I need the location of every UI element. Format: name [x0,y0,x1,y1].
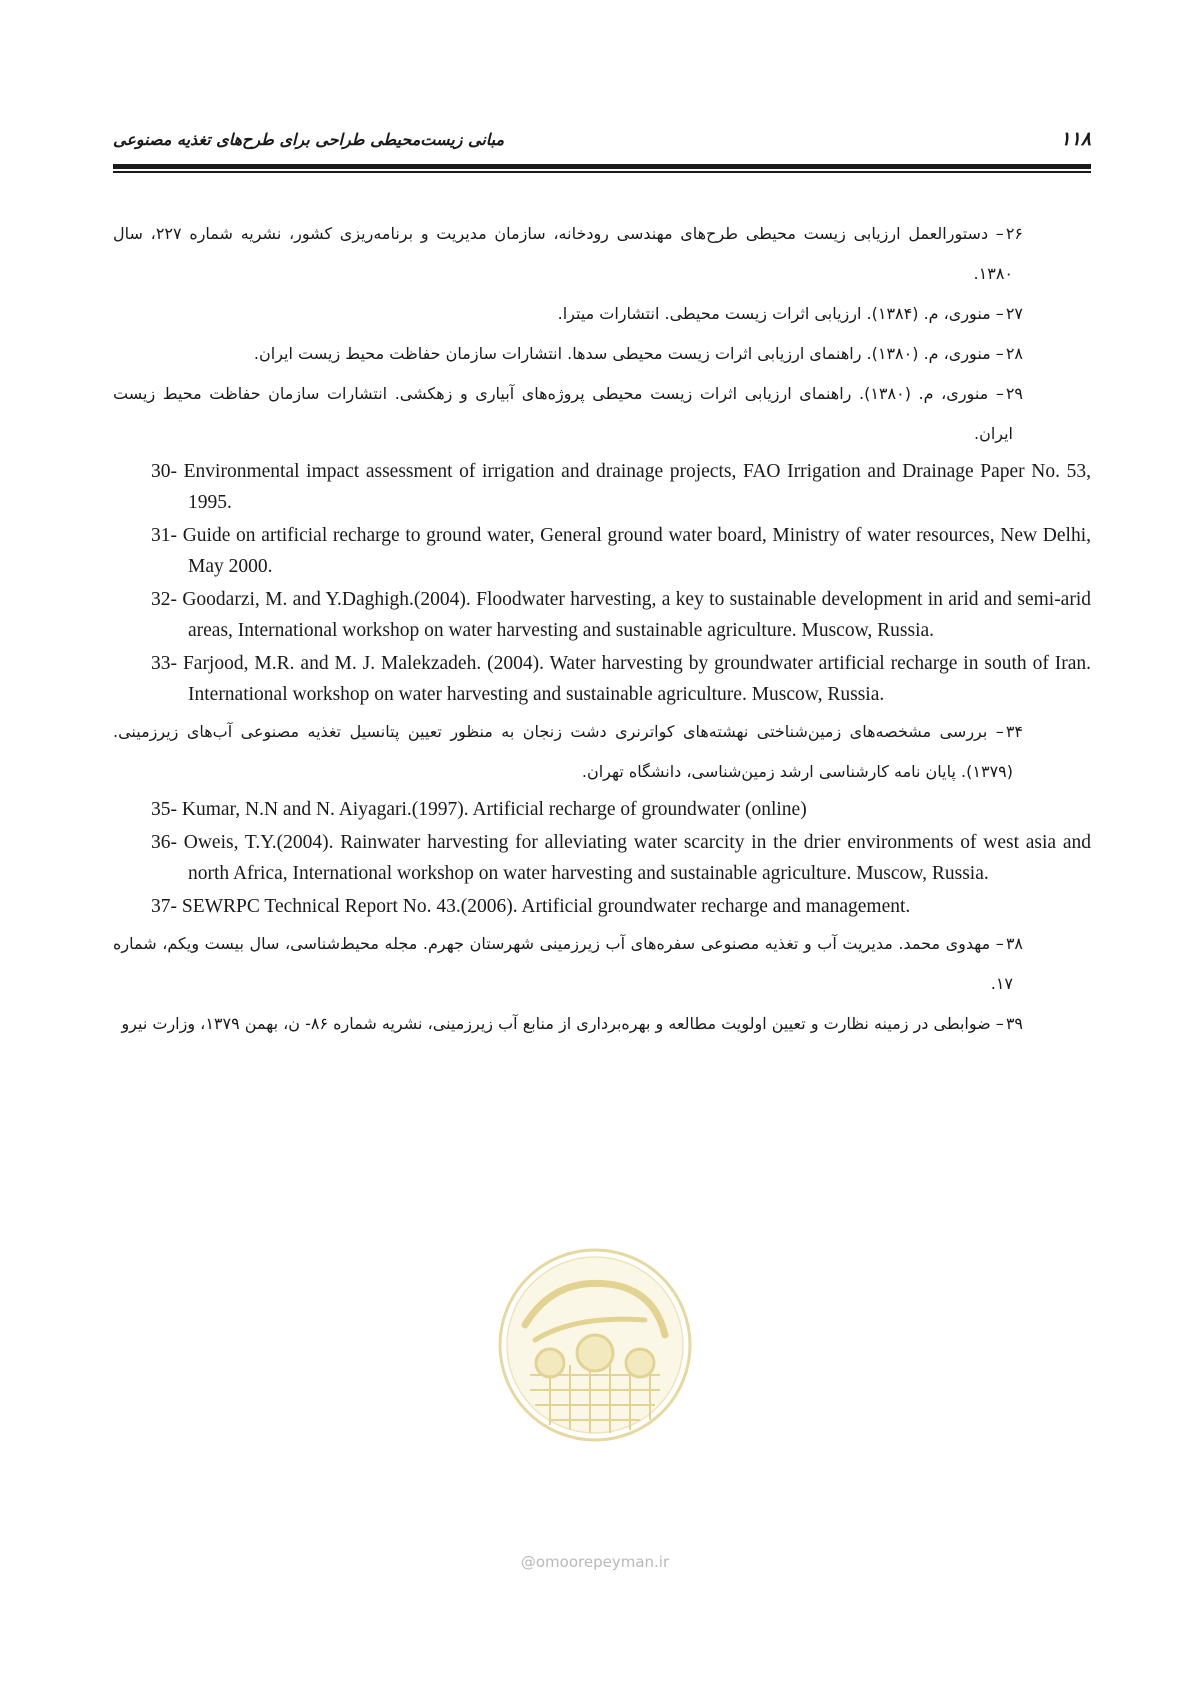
reference-item: ۳۹– ضوابطی در زمینه نظارت و تعیین اولویت مطالعه و بهره‌برداری از منابع آب زیرزمینی، نشریه شماره ۸۶- ن، بهمن ۱۳۷۹، وزارت نیرو [121,1014,1023,1033]
reference-list [113,214,1091,1044]
reference-item: 35- Kumar, N.N and N. Aiyagari.(1997). Artificial recharge of groundwater (online) [151,799,807,820]
watermark-url: @omoorepeyman.ir [520,1553,670,1571]
page-number: ۱۱۸ [1060,128,1091,150]
reference-item: 36- Oweis, T.Y.(2004). Rainwater harvesting for alleviating water scarcity in the drier environments of west asia and north Africa, International workshop on water harvesting and sustainable agriculture. Muscow, Russia. [151,832,1091,884]
watermark-seal-logo [495,1245,695,1445]
reference-item: 32- Goodarzi, M. and Y.Daghigh.(2004). Floodwater harvesting, a key to sustainable development in arid and semi-arid areas, International workshop on water harvesting and sustainable agriculture. Muscow, Russia. [151,589,1092,641]
reference-item: ۲۷– منوری، م. (۱۳۸۴). ارزیابی اثرات زیست محیطی. انتشارات میترا. [557,304,1023,323]
reference-item: 30- Environmental impact assessment of irrigation and drainage projects, FAO Irrigation and Drainage Paper No. 53, 1995. [151,461,1092,513]
reference-item: ۲۹– منوری، م. (۱۳۸۰). راهنمای ارزیابی اثرات زیست محیطی پروژه‌های آبیاری و زهکشی. انتشارات سازمان حفاظت محیط زیست ایران. [113,384,1024,443]
reference-item: 31- Guide on artificial recharge to ground water, General ground water board, Ministry of water resources, New Delhi, May 2000. [151,525,1092,577]
reference-item: ۲۸– منوری، م. (۱۳۸۰). راهنمای ارزیابی اثرات زیست محیطی سدها. انتشارات سازمان حفاظت محیط زیست ایران. [253,344,1023,363]
header-rule-thin [113,171,1091,173]
page-header [113,128,1091,158]
header-rule-thick [113,164,1091,169]
reference-item: 37- SEWRPC Technical Report No. 43.(2006). Artificial groundwater recharge and management. [151,896,911,917]
reference-item: ۳۴– بررسی مشخصه‌های زمین‌شناختی نهشته‌های کواترنری دشت زنجان به منظور تعیین پتانسیل تغذیه مصنوعی آب‌های زیرزمینی.(۱۳۷۹). پایان نامه کارشناسی ارشد زمین‌شناسی، دانشگاه تهران. [113,722,1023,781]
reference-item: ۲۶– دستورالعمل ارزیابی زیست محیطی طرح‌های مهندسی رودخانه، سازمان مدیریت و برنامه‌ریزی کشور، نشریه شماره ۲۲۷، سال ۱۳۸۰. [113,224,1023,283]
reference-item: ۳۸– مهدوی محمد. مدیریت آب و تغذیه مصنوعی سفره‌های آب زیرزمینی شهرستان جهرم. مجله محیط‌شناسی، سال بیست ویکم، شماره ۱۷. [113,934,1023,993]
reference-item: 33- Farjood, M.R. and M. J. Malekzadeh. (2004). Water harvesting by groundwater artificial recharge in south of Iran. International workshop on water harvesting and sustainable agriculture. Muscow, Russia. [151,653,1092,705]
running-title: مبانی زیست‌محیطی طراحی برای طرح‌های تغذیه مصنوعی [113,130,505,149]
